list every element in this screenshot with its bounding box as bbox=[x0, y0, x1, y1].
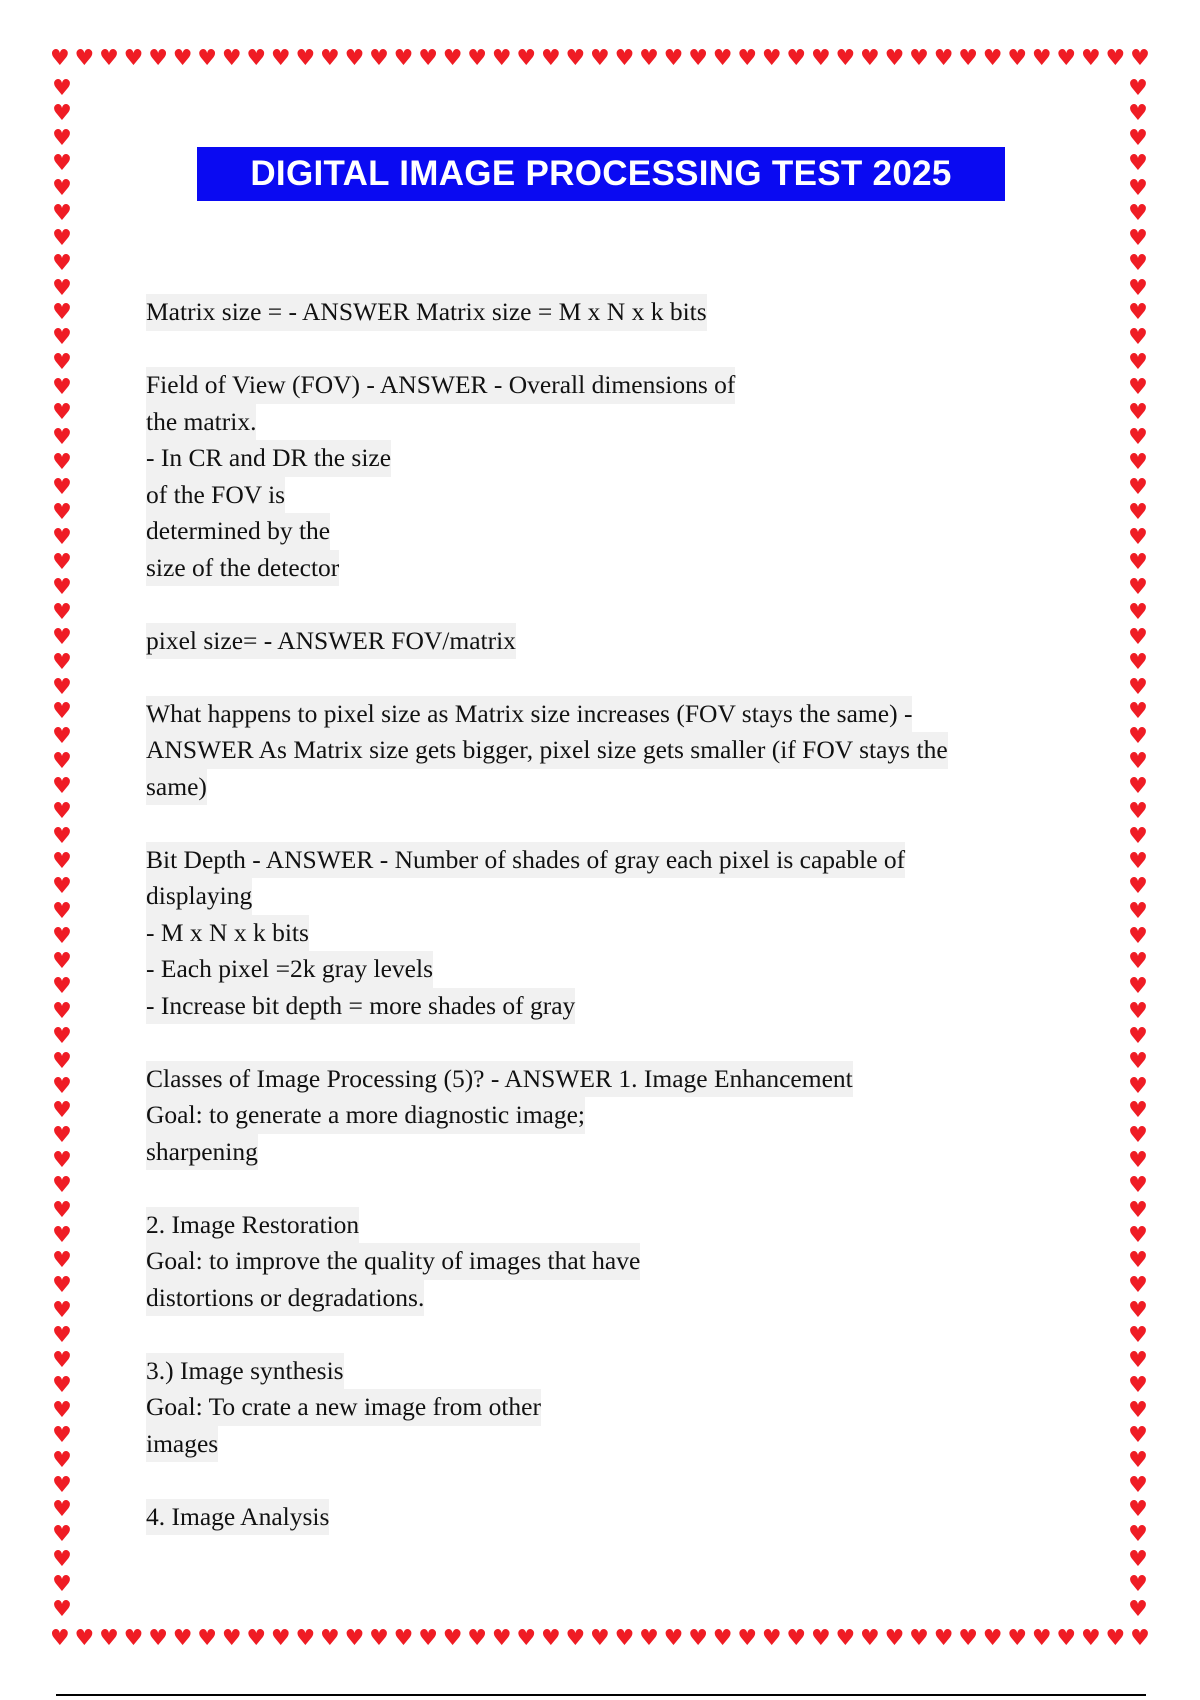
text-line: determined by the bbox=[146, 513, 330, 550]
heart-icon: ♥ bbox=[52, 1123, 72, 1149]
text-line: - Increase bit depth = more shades of gray bbox=[146, 988, 575, 1025]
heart-icon: ♥ bbox=[52, 774, 72, 800]
text-line: same) bbox=[146, 769, 207, 806]
heart-icon: ♥ bbox=[52, 1048, 72, 1074]
heart-icon: ♥ bbox=[52, 923, 72, 949]
heart-icon: ♥ bbox=[1128, 1472, 1148, 1498]
heart-icon: ♥ bbox=[1105, 1626, 1126, 1651]
heart-icon: ♥ bbox=[148, 1626, 168, 1651]
heart-icon: ♥ bbox=[1128, 1123, 1148, 1149]
heart-icon: ♥ bbox=[52, 1572, 72, 1598]
heart-icon: ♥ bbox=[52, 175, 72, 201]
heart-icon: ♥ bbox=[52, 998, 72, 1024]
heart-icon: ♥ bbox=[1130, 46, 1150, 71]
left-heart-border bbox=[50, 78, 74, 1622]
heart-icon: ♥ bbox=[52, 824, 72, 850]
heart-icon: ♥ bbox=[1128, 100, 1148, 126]
heart-icon: ♥ bbox=[639, 46, 659, 71]
heart-icon: ♥ bbox=[344, 1626, 365, 1651]
heart-icon: ♥ bbox=[1128, 923, 1148, 949]
heart-icon: ♥ bbox=[52, 599, 72, 625]
heart-icon: ♥ bbox=[52, 674, 72, 700]
heart-icon: ♥ bbox=[1128, 1098, 1148, 1124]
heart-icon: ♥ bbox=[52, 100, 72, 126]
heart-icon: ♥ bbox=[1128, 450, 1148, 476]
heart-icon: ♥ bbox=[1128, 849, 1148, 875]
heart-icon: ♥ bbox=[1128, 774, 1148, 800]
text-line: Matrix size = - ANSWER Matrix size = M x N x k bits bbox=[146, 294, 707, 331]
heart-icon: ♥ bbox=[933, 46, 954, 71]
heart-icon: ♥ bbox=[1128, 1422, 1148, 1448]
qa-block bbox=[146, 294, 1076, 331]
heart-icon: ♥ bbox=[197, 46, 218, 71]
heart-icon: ♥ bbox=[52, 1497, 72, 1523]
heart-icon: ♥ bbox=[688, 1626, 708, 1651]
heart-icon: ♥ bbox=[52, 549, 72, 575]
heart-icon: ♥ bbox=[467, 46, 488, 71]
qa-block bbox=[146, 696, 1076, 806]
heart-icon: ♥ bbox=[1080, 1626, 1101, 1651]
heart-icon: ♥ bbox=[688, 46, 708, 71]
heart-icon: ♥ bbox=[1128, 948, 1148, 974]
heart-icon: ♥ bbox=[52, 1098, 72, 1124]
heart-icon: ♥ bbox=[52, 275, 72, 301]
heart-icon: ♥ bbox=[1128, 1397, 1148, 1423]
heart-icon: ♥ bbox=[393, 1626, 414, 1651]
heart-icon: ♥ bbox=[1128, 799, 1148, 825]
text-line: size of the detector bbox=[146, 550, 339, 587]
heart-icon: ♥ bbox=[1056, 46, 1077, 71]
heart-icon: ♥ bbox=[221, 46, 242, 71]
heart-icon: ♥ bbox=[1128, 898, 1148, 924]
heart-icon: ♥ bbox=[172, 46, 193, 71]
heart-icon: ♥ bbox=[52, 76, 72, 101]
heart-icon: ♥ bbox=[52, 125, 72, 151]
heart-icon: ♥ bbox=[393, 46, 414, 71]
heart-icon: ♥ bbox=[52, 973, 72, 999]
bottom-heart-border bbox=[50, 1628, 1150, 1652]
heart-icon: ♥ bbox=[860, 1626, 880, 1651]
heart-icon: ♥ bbox=[1128, 549, 1148, 575]
heart-icon: ♥ bbox=[52, 1073, 72, 1099]
heart-icon: ♥ bbox=[663, 1626, 684, 1651]
heart-icon: ♥ bbox=[52, 499, 72, 525]
heart-icon: ♥ bbox=[1128, 574, 1148, 600]
heart-icon: ♥ bbox=[1128, 998, 1148, 1024]
heart-icon: ♥ bbox=[1128, 300, 1148, 326]
heart-icon: ♥ bbox=[614, 46, 635, 71]
heart-icon: ♥ bbox=[1128, 175, 1148, 201]
text-line: images bbox=[146, 1426, 218, 1463]
heart-icon: ♥ bbox=[1128, 1347, 1148, 1373]
heart-icon: ♥ bbox=[148, 46, 168, 71]
heart-icon: ♥ bbox=[270, 46, 291, 71]
heart-icon: ♥ bbox=[123, 46, 144, 71]
heart-icon: ♥ bbox=[1007, 1626, 1028, 1651]
text-line: 2. Image Restoration bbox=[146, 1207, 359, 1244]
heart-icon: ♥ bbox=[52, 1397, 72, 1423]
heart-icon: ♥ bbox=[1128, 275, 1148, 301]
heart-icon: ♥ bbox=[74, 1626, 95, 1651]
heart-icon: ♥ bbox=[639, 1626, 659, 1651]
heart-icon: ♥ bbox=[52, 799, 72, 825]
text-line: 4. Image Analysis bbox=[146, 1499, 329, 1536]
heart-icon: ♥ bbox=[491, 46, 512, 71]
heart-icon: ♥ bbox=[246, 1626, 267, 1651]
heart-icon: ♥ bbox=[123, 1626, 144, 1651]
heart-icon: ♥ bbox=[1128, 1597, 1148, 1623]
heart-icon: ♥ bbox=[516, 1626, 537, 1651]
heart-icon: ♥ bbox=[172, 1626, 193, 1651]
right-heart-border bbox=[1126, 78, 1150, 1622]
heart-icon: ♥ bbox=[1128, 325, 1148, 351]
qa-block bbox=[146, 842, 1076, 1025]
qa-block bbox=[146, 1499, 1076, 1536]
qa-block bbox=[146, 1061, 1076, 1171]
heart-icon: ♥ bbox=[52, 1472, 72, 1498]
heart-icon: ♥ bbox=[52, 1597, 72, 1623]
text-line: Bit Depth - ANSWER - Number of shades of gray each pixel is capable of bbox=[146, 842, 905, 879]
heart-icon: ♥ bbox=[270, 1626, 291, 1651]
heart-icon: ♥ bbox=[810, 1626, 831, 1651]
heart-icon: ♥ bbox=[786, 46, 807, 71]
heart-icon: ♥ bbox=[52, 1347, 72, 1373]
heart-icon: ♥ bbox=[1128, 649, 1148, 675]
heart-icon: ♥ bbox=[52, 325, 72, 351]
heart-icon: ♥ bbox=[52, 375, 72, 401]
text-line: the matrix. bbox=[146, 404, 256, 441]
heart-icon: ♥ bbox=[418, 46, 438, 71]
heart-icon: ♥ bbox=[1128, 1073, 1148, 1099]
heart-icon: ♥ bbox=[565, 46, 586, 71]
heart-icon: ♥ bbox=[1128, 1273, 1148, 1298]
heart-icon: ♥ bbox=[1128, 1572, 1148, 1598]
heart-icon: ♥ bbox=[1128, 973, 1148, 999]
heart-icon: ♥ bbox=[52, 849, 72, 875]
heart-icon: ♥ bbox=[52, 425, 72, 451]
text-line: Goal: to improve the quality of images that have bbox=[146, 1243, 640, 1280]
heart-icon: ♥ bbox=[958, 46, 978, 71]
heart-icon: ♥ bbox=[1128, 250, 1148, 276]
top-heart-border bbox=[50, 48, 1150, 72]
heart-icon: ♥ bbox=[909, 1626, 929, 1651]
heart-icon: ♥ bbox=[884, 1626, 905, 1651]
heart-icon: ♥ bbox=[1128, 1023, 1148, 1049]
heart-icon: ♥ bbox=[320, 1626, 340, 1651]
heart-icon: ♥ bbox=[540, 46, 561, 71]
heart-icon: ♥ bbox=[1128, 475, 1148, 500]
heart-icon: ♥ bbox=[1128, 1297, 1148, 1323]
text-line: What happens to pixel size as Matrix size increases (FOV stays the same) - bbox=[146, 696, 912, 733]
heart-icon: ♥ bbox=[295, 46, 316, 71]
heart-icon: ♥ bbox=[1105, 46, 1126, 71]
heart-icon: ♥ bbox=[1128, 1248, 1148, 1274]
heart-icon: ♥ bbox=[1128, 599, 1148, 625]
heart-icon: ♥ bbox=[614, 1626, 635, 1651]
text-line: 3.) Image synthesis bbox=[146, 1353, 344, 1390]
heart-icon: ♥ bbox=[52, 624, 72, 650]
heart-icon: ♥ bbox=[1128, 1447, 1148, 1473]
text-line: - Each pixel =2k gray levels bbox=[146, 951, 433, 988]
heart-icon: ♥ bbox=[1128, 499, 1148, 525]
heart-icon: ♥ bbox=[1128, 1223, 1148, 1249]
heart-icon: ♥ bbox=[221, 1626, 242, 1651]
text-line: pixel size= - ANSWER FOV/matrix bbox=[146, 623, 516, 660]
heart-icon: ♥ bbox=[52, 1372, 72, 1398]
heart-icon: ♥ bbox=[52, 749, 72, 775]
heart-icon: ♥ bbox=[1128, 1173, 1148, 1199]
heart-icon: ♥ bbox=[1128, 76, 1148, 101]
heart-icon: ♥ bbox=[52, 699, 72, 725]
heart-icon: ♥ bbox=[1128, 674, 1148, 700]
heart-icon: ♥ bbox=[52, 1422, 72, 1448]
heart-icon: ♥ bbox=[810, 46, 831, 71]
heart-icon: ♥ bbox=[52, 1447, 72, 1473]
qa-block bbox=[146, 1207, 1076, 1317]
heart-icon: ♥ bbox=[761, 46, 782, 71]
heart-icon: ♥ bbox=[52, 898, 72, 924]
text-line: Goal: To crate a new image from other bbox=[146, 1389, 541, 1426]
heart-icon: ♥ bbox=[1128, 200, 1148, 226]
heart-icon: ♥ bbox=[1128, 1048, 1148, 1074]
heart-icon: ♥ bbox=[52, 524, 72, 550]
heart-icon: ♥ bbox=[737, 46, 758, 71]
heart-icon: ♥ bbox=[50, 1626, 70, 1651]
qa-content bbox=[146, 294, 1076, 1572]
heart-icon: ♥ bbox=[982, 46, 1003, 71]
text-line: sharpening bbox=[146, 1134, 258, 1171]
heart-icon: ♥ bbox=[1128, 150, 1148, 176]
heart-icon: ♥ bbox=[737, 1626, 758, 1651]
heart-icon: ♥ bbox=[1128, 1148, 1148, 1174]
text-line: of the FOV is bbox=[146, 477, 285, 514]
heart-icon: ♥ bbox=[1128, 749, 1148, 775]
heart-icon: ♥ bbox=[418, 1626, 438, 1651]
heart-icon: ♥ bbox=[52, 874, 72, 899]
heart-icon: ♥ bbox=[52, 1148, 72, 1174]
heart-icon: ♥ bbox=[442, 46, 463, 71]
heart-icon: ♥ bbox=[52, 1322, 72, 1348]
heart-icon: ♥ bbox=[540, 1626, 561, 1651]
heart-icon: ♥ bbox=[590, 46, 610, 71]
heart-icon: ♥ bbox=[369, 46, 389, 71]
heart-icon: ♥ bbox=[1128, 1547, 1148, 1573]
heart-icon: ♥ bbox=[50, 46, 70, 71]
text-line: - M x N x k bits bbox=[146, 915, 309, 952]
heart-icon: ♥ bbox=[712, 46, 733, 71]
heart-icon: ♥ bbox=[320, 46, 340, 71]
heart-icon: ♥ bbox=[516, 46, 537, 71]
heart-icon: ♥ bbox=[52, 1248, 72, 1274]
text-line: displaying bbox=[146, 878, 252, 915]
heart-icon: ♥ bbox=[52, 1297, 72, 1323]
heart-icon: ♥ bbox=[1080, 46, 1101, 71]
heart-icon: ♥ bbox=[52, 948, 72, 974]
heart-icon: ♥ bbox=[52, 1547, 72, 1573]
heart-icon: ♥ bbox=[909, 46, 929, 71]
heart-icon: ♥ bbox=[52, 1173, 72, 1199]
heart-icon: ♥ bbox=[1007, 46, 1028, 71]
heart-icon: ♥ bbox=[52, 1198, 72, 1224]
text-line: - In CR and DR the size bbox=[146, 440, 391, 477]
heart-icon: ♥ bbox=[52, 250, 72, 276]
heart-icon: ♥ bbox=[1128, 624, 1148, 650]
heart-icon: ♥ bbox=[52, 400, 72, 426]
heart-icon: ♥ bbox=[1056, 1626, 1077, 1651]
heart-icon: ♥ bbox=[1128, 1497, 1148, 1523]
heart-icon: ♥ bbox=[52, 649, 72, 675]
heart-icon: ♥ bbox=[1128, 425, 1148, 451]
page-title: DIGITAL IMAGE PROCESSING TEST 2025 bbox=[197, 147, 1005, 201]
heart-icon: ♥ bbox=[1031, 46, 1052, 71]
heart-icon: ♥ bbox=[1128, 524, 1148, 550]
heart-icon: ♥ bbox=[1128, 724, 1148, 750]
qa-block bbox=[146, 367, 1076, 586]
heart-icon: ♥ bbox=[1128, 125, 1148, 151]
heart-icon: ♥ bbox=[663, 46, 684, 71]
text-line: distortions or degradations. bbox=[146, 1280, 424, 1317]
bottom-divider bbox=[56, 1694, 1146, 1696]
heart-icon: ♥ bbox=[712, 1626, 733, 1651]
heart-icon: ♥ bbox=[860, 46, 880, 71]
heart-icon: ♥ bbox=[99, 1626, 119, 1651]
heart-icon: ♥ bbox=[52, 350, 72, 376]
heart-icon: ♥ bbox=[1128, 1522, 1148, 1548]
heart-icon: ♥ bbox=[590, 1626, 610, 1651]
heart-icon: ♥ bbox=[52, 300, 72, 326]
heart-icon: ♥ bbox=[835, 46, 856, 71]
heart-icon: ♥ bbox=[52, 1522, 72, 1548]
heart-icon: ♥ bbox=[958, 1626, 978, 1651]
heart-icon: ♥ bbox=[933, 1626, 954, 1651]
heart-icon: ♥ bbox=[761, 1626, 782, 1651]
qa-block bbox=[146, 1353, 1076, 1463]
heart-icon: ♥ bbox=[1031, 1626, 1052, 1651]
text-line: Field of View (FOV) - ANSWER - Overall dimensions of bbox=[146, 367, 735, 404]
heart-icon: ♥ bbox=[52, 574, 72, 600]
heart-icon: ♥ bbox=[982, 1626, 1003, 1651]
heart-icon: ♥ bbox=[491, 1626, 512, 1651]
text-line: Classes of Image Processing (5)? - ANSWER 1. Image Enhancement bbox=[146, 1061, 853, 1098]
heart-icon: ♥ bbox=[74, 46, 95, 71]
heart-icon: ♥ bbox=[52, 225, 72, 251]
heart-icon: ♥ bbox=[295, 1626, 316, 1651]
heart-icon: ♥ bbox=[52, 1023, 72, 1049]
heart-icon: ♥ bbox=[344, 46, 365, 71]
heart-icon: ♥ bbox=[467, 1626, 488, 1651]
heart-icon: ♥ bbox=[1128, 874, 1148, 899]
heart-icon: ♥ bbox=[835, 1626, 856, 1651]
heart-icon: ♥ bbox=[99, 46, 119, 71]
heart-icon: ♥ bbox=[52, 1273, 72, 1298]
qa-block bbox=[146, 623, 1076, 660]
heart-icon: ♥ bbox=[52, 724, 72, 750]
heart-icon: ♥ bbox=[1128, 699, 1148, 725]
heart-icon: ♥ bbox=[786, 1626, 807, 1651]
heart-icon: ♥ bbox=[52, 150, 72, 176]
text-line: ANSWER As Matrix size gets bigger, pixel size gets smaller (if FOV stays the bbox=[146, 732, 948, 769]
heart-icon: ♥ bbox=[52, 450, 72, 476]
heart-icon: ♥ bbox=[52, 475, 72, 500]
heart-icon: ♥ bbox=[1128, 400, 1148, 426]
heart-icon: ♥ bbox=[442, 1626, 463, 1651]
heart-icon: ♥ bbox=[1128, 225, 1148, 251]
heart-icon: ♥ bbox=[246, 46, 267, 71]
heart-icon: ♥ bbox=[197, 1626, 218, 1651]
heart-icon: ♥ bbox=[1130, 1626, 1150, 1651]
heart-icon: ♥ bbox=[52, 1223, 72, 1249]
heart-icon: ♥ bbox=[1128, 1198, 1148, 1224]
heart-icon: ♥ bbox=[1128, 824, 1148, 850]
heart-icon: ♥ bbox=[884, 46, 905, 71]
heart-icon: ♥ bbox=[1128, 1372, 1148, 1398]
heart-icon: ♥ bbox=[1128, 375, 1148, 401]
heart-icon: ♥ bbox=[565, 1626, 586, 1651]
heart-icon: ♥ bbox=[1128, 1322, 1148, 1348]
heart-icon: ♥ bbox=[369, 1626, 389, 1651]
heart-icon: ♥ bbox=[52, 200, 72, 226]
heart-icon: ♥ bbox=[1128, 350, 1148, 376]
text-line: Goal: to generate a more diagnostic image; bbox=[146, 1097, 585, 1134]
